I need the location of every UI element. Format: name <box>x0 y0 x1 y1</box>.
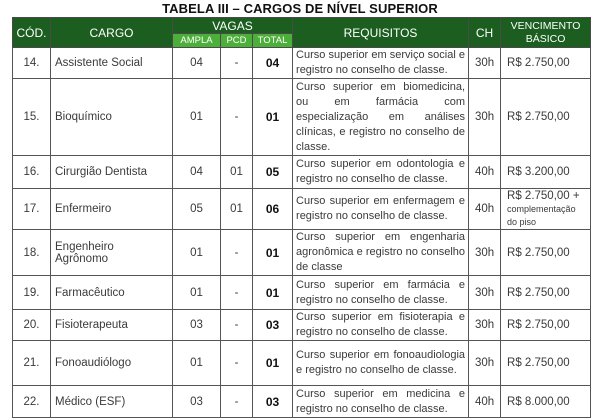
cell-vencimento <box>501 386 591 418</box>
cell-requisitos: Curso superior em farmácia e registro no conselho de classe. <box>293 276 469 310</box>
vencimento-value: R$ 2.750,00 <box>507 286 570 299</box>
header-ampla: AMPLA <box>173 34 221 48</box>
table-row <box>13 310 591 341</box>
table-row <box>13 48 591 79</box>
cell-requisitos: Curso superior em engenharia agronômica e registro no conselho de classe <box>293 230 469 276</box>
cell-vencimento <box>501 310 591 341</box>
cell-pcd: - <box>221 341 253 386</box>
cell-cod: 16. <box>13 156 51 189</box>
cell-ampla: 01 <box>173 341 221 386</box>
cell-cargo: Engenheiro Agrônomo <box>51 230 173 276</box>
vencimento-value: R$ 2.750,00 + <box>507 190 580 202</box>
cell-total: 01 <box>253 276 293 310</box>
cell-requisitos: Curso superior em fonoaudiologia e registro no conselho de classe. <box>293 341 469 386</box>
header-vencimento: VENCIMENTO BÁSICO <box>501 18 591 48</box>
cell-cod: 14. <box>13 48 51 79</box>
table-row <box>13 230 591 276</box>
cell-total: 06 <box>253 189 293 230</box>
table-row <box>13 276 591 310</box>
vencimento-value: R$ 2.750,00 <box>507 357 570 369</box>
cell-requisitos: Curso superior em serviço social e registro no conselho de classe. <box>293 48 469 79</box>
cell-cod: 15. <box>13 79 51 156</box>
cell-cod: 20. <box>13 310 51 341</box>
cell-cod: 18. <box>13 230 51 276</box>
cell-vencimento <box>501 189 591 230</box>
table-title: TABELA III – CARGOS DE NÍVEL SUPERIOR <box>162 1 438 16</box>
vencimento-value: R$ 3.200,00 <box>507 166 570 178</box>
cell-ampla: 03 <box>173 310 221 341</box>
cell-pcd: 01 <box>221 156 253 189</box>
cell-cargo: Assistente Social <box>51 48 173 79</box>
cell-ch: 30h <box>469 276 501 310</box>
vencimento-note: complementação do piso <box>507 204 576 227</box>
table-row <box>13 386 591 418</box>
cell-ampla: 05 <box>173 189 221 230</box>
cargos-table <box>12 17 591 418</box>
cell-ampla: 01 <box>173 79 221 156</box>
cell-requisitos: Curso superior em fisioterapia e registro no conselho de classe. <box>293 310 469 341</box>
cell-pcd: - <box>221 276 253 310</box>
cell-total: 03 <box>253 386 293 418</box>
cell-ch: 30h <box>469 341 501 386</box>
cell-total: 03 <box>253 310 293 341</box>
vencimento-value: R$ 2.750,00 <box>507 319 570 331</box>
cell-pcd: - <box>221 386 253 418</box>
cell-pcd: - <box>221 48 253 79</box>
cell-cod: 17. <box>13 189 51 230</box>
cell-vencimento <box>501 48 591 79</box>
cell-vencimento <box>501 156 591 189</box>
cell-requisitos: Curso superior em enfermagem e registro no conselho de classe. <box>293 189 469 230</box>
cell-total: 04 <box>253 48 293 79</box>
table-row <box>13 341 591 386</box>
cell-requisitos: Curso superior em medicina e registro no conselho de classe. <box>293 386 469 418</box>
cell-cod: 19. <box>13 276 51 310</box>
cell-ampla: 03 <box>173 386 221 418</box>
cell-ch: 40h <box>469 189 501 230</box>
cell-pcd: - <box>221 79 253 156</box>
cell-ch: 30h <box>469 79 501 156</box>
header-ch: CH <box>469 18 501 48</box>
cell-ch: 30h <box>469 230 501 276</box>
cell-ch: 40h <box>469 156 501 189</box>
cell-vencimento <box>501 341 591 386</box>
cell-cod: 21. <box>13 341 51 386</box>
cell-requisitos: Curso superior em biomedicina, ou em farmácia com especialização em análises clínicas, e registro no conselho de classe. <box>293 79 469 156</box>
vencimento-value: R$ 2.750,00 <box>507 57 570 69</box>
cell-total: 01 <box>253 79 293 156</box>
cell-vencimento <box>501 79 591 156</box>
vencimento-value: R$ 2.750,00 <box>507 111 570 123</box>
table-row <box>13 79 591 156</box>
vencimento-value: R$ 8.000,00 <box>507 395 570 408</box>
cell-pcd: - <box>221 230 253 276</box>
header-vagas: VAGAS <box>173 18 293 34</box>
cell-cod: 22. <box>13 386 51 418</box>
header-cargo: CARGO <box>51 18 173 48</box>
cell-cargo: Fonoaudiólogo <box>51 341 173 386</box>
vencimento-value: R$ 2.750,00 <box>507 246 570 259</box>
table-row <box>13 189 591 230</box>
cell-ch: 30h <box>469 310 501 341</box>
cell-ch: 30h <box>469 48 501 79</box>
cell-total: 05 <box>253 156 293 189</box>
cell-ampla: 01 <box>173 276 221 310</box>
cell-cargo: Médico (ESF) <box>51 386 173 418</box>
cell-vencimento <box>501 230 591 276</box>
cell-cargo: Cirurgião Dentista <box>51 156 173 189</box>
cell-cargo: Farmacêutico <box>51 276 173 310</box>
cell-cargo: Enfermeiro <box>51 189 173 230</box>
cell-pcd: 01 <box>221 189 253 230</box>
cell-total: 01 <box>253 341 293 386</box>
cell-ch: 40h <box>469 386 501 418</box>
cell-requisitos: Curso superior em odontologia e registro no conselho de classe. <box>293 156 469 189</box>
header-total: TOTAL <box>253 34 293 48</box>
header-pcd: PCD <box>221 34 253 48</box>
cell-ampla: 04 <box>173 48 221 79</box>
header-cod: CÓD. <box>13 18 51 48</box>
cell-ampla: 01 <box>173 230 221 276</box>
cell-pcd: - <box>221 310 253 341</box>
cell-cargo: Bioquímico <box>51 79 173 156</box>
header-requisitos: REQUISITOS <box>293 18 469 48</box>
table-row <box>13 156 591 189</box>
cell-vencimento <box>501 276 591 310</box>
cell-total: 01 <box>253 230 293 276</box>
cell-cargo: Fisioterapeuta <box>51 310 173 341</box>
cell-ampla: 04 <box>173 156 221 189</box>
